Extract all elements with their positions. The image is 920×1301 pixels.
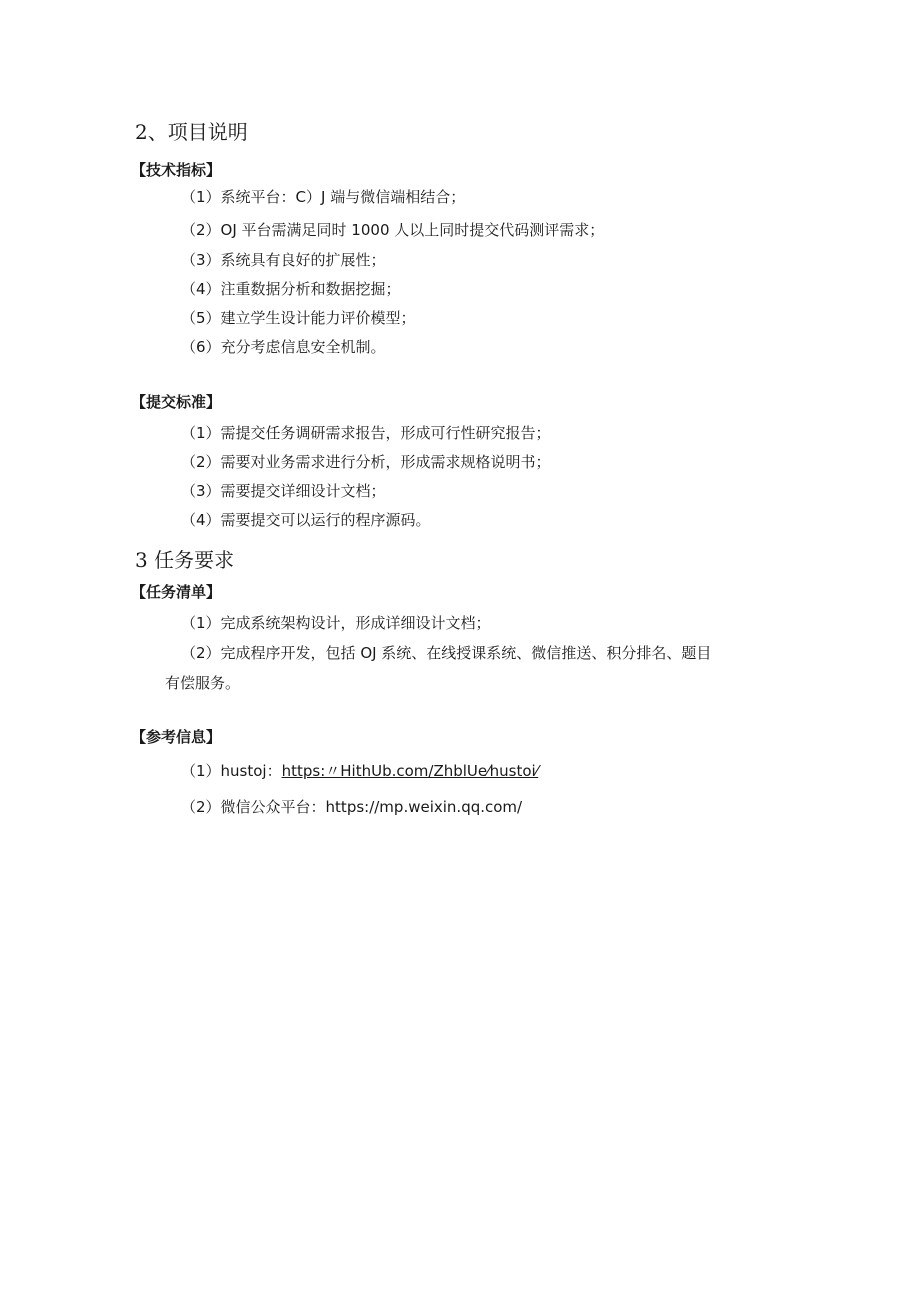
tech-item-2: （2）OJ 平台需满足同时 1000 人以上同时提交代码测评需求；: [181, 221, 605, 239]
tech-item-5: （5）建立学生设计能力评价模型；: [181, 309, 416, 327]
task-list-label: 【任务清单】: [131, 583, 222, 601]
tech-indicators-label: 【技术指标】: [131, 161, 222, 179]
hustoj-link[interactable]: https:〃HithUb.com/ZhblUe⁄hustoi⁄: [281, 762, 539, 780]
task-item-2-line-2: 有偿服务。: [165, 674, 241, 692]
reference-item-1-prefix: （1）hustoj：: [181, 762, 282, 780]
tech-item-6: （6）充分考虑信息安全机制。: [181, 338, 386, 356]
tech-item-4: （4）注重数据分析和数据挖掘；: [181, 280, 401, 298]
task-item-2-line-1: （2）完成程序开发，包括 OJ 系统、在线授课系统、微信推送、积分排名、题目: [181, 644, 712, 662]
section-heading-task-requirements: 3 任务要求: [135, 548, 235, 572]
reference-item-2: （2）微信公众平台：https://mp.weixin.qq.com/: [181, 798, 523, 816]
submission-standards-label: 【提交标准】: [131, 393, 222, 411]
tech-item-1: （1）系统平台：C）J 端与微信端相结合；: [181, 188, 466, 206]
tech-item-3: （3）系统具有良好的扩展性；: [181, 251, 386, 269]
reference-item-1: [181, 761, 538, 781]
submit-item-4: （4）需要提交可以运行的程序源码。: [181, 511, 431, 529]
section-heading-project-description: 2、项目说明: [135, 120, 248, 144]
submit-item-2: （2）需要对业务需求进行分析，形成需求规格说明书；: [181, 453, 551, 471]
submit-item-3: （3）需要提交详细设计文档；: [181, 482, 386, 500]
submit-item-1: （1）需提交任务调研需求报告，形成可行性研究报告；: [181, 424, 551, 442]
task-item-1: （1）完成系统架构设计，形成详细设计文档；: [181, 614, 491, 632]
reference-info-label: 【参考信息】: [131, 728, 222, 746]
